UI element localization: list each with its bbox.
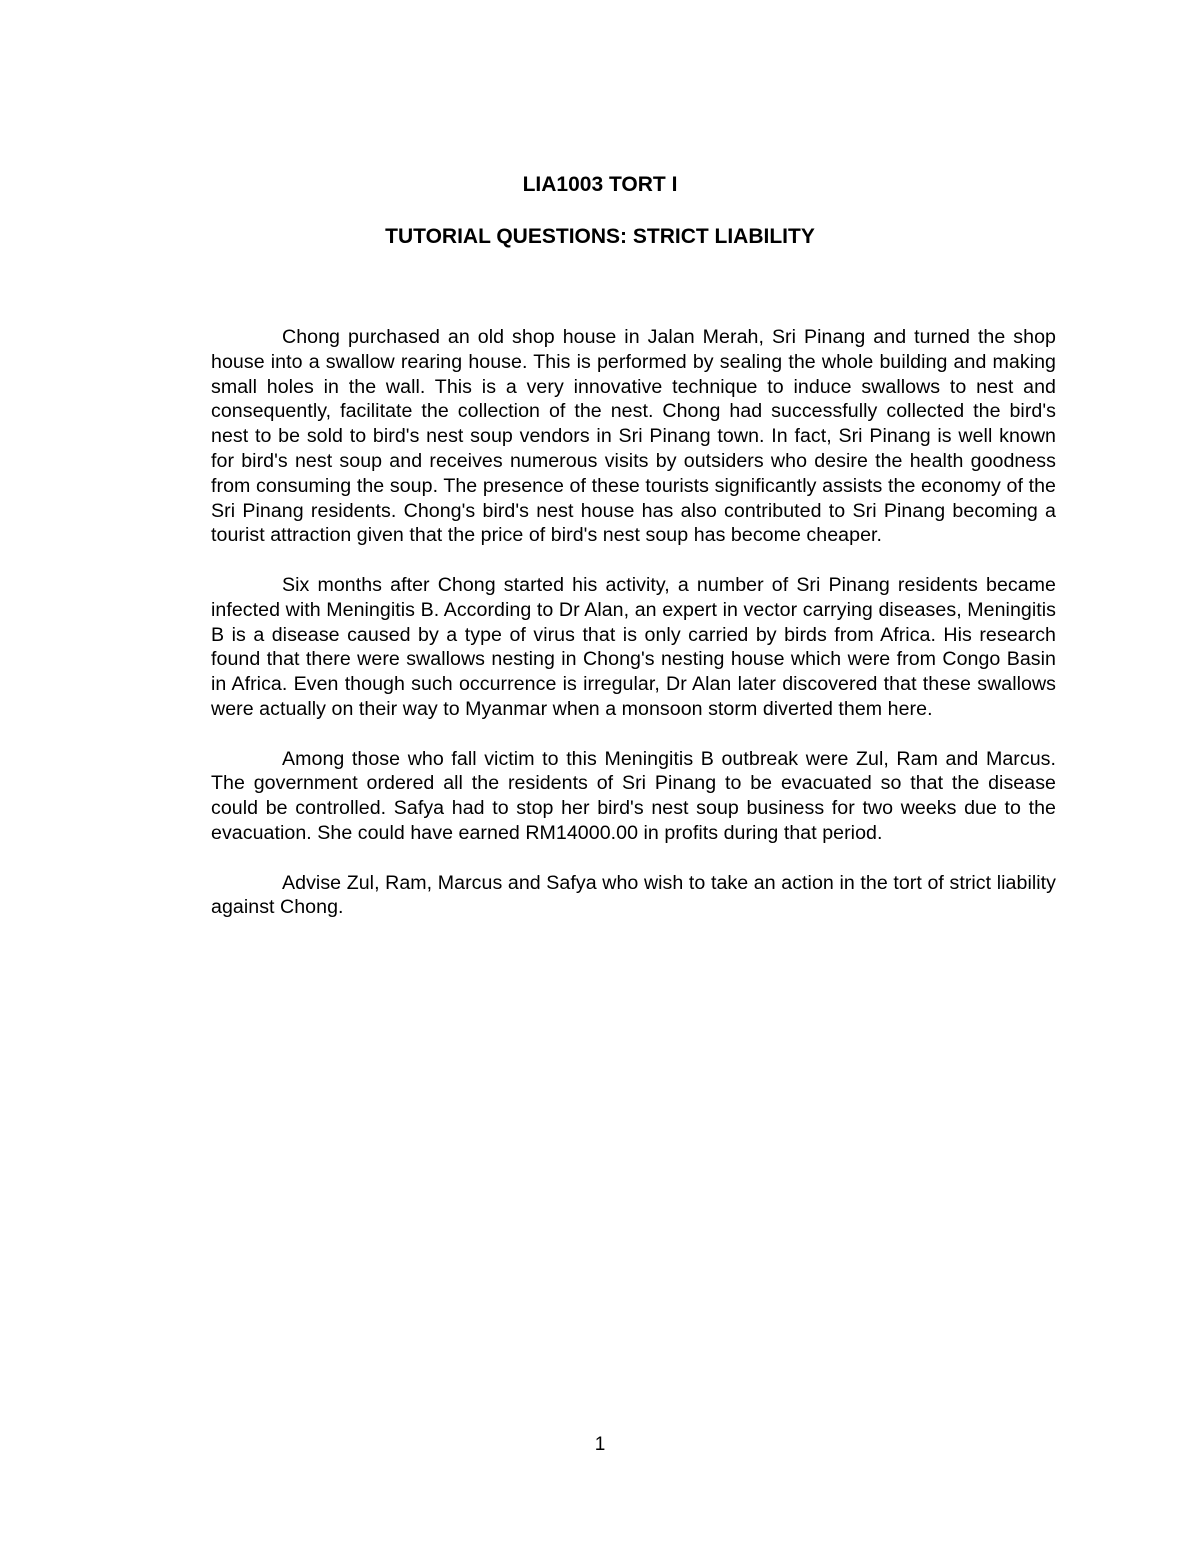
paragraph-3: Among those who fall victim to this Meningitis B outbreak were Zul, Ram and Marcus. The government ordered all the residents of Sri Pinang to be evacuated so that the disease could be controlled. Safya had to stop her bird's nest soup business for two weeks due to the evacuation. She could have earned RM14000.00 in profits during that period.: [211, 747, 1056, 844]
paragraph-4: Advise Zul, Ram, Marcus and Safya who wish to take an action in the tort of strict liability against Chong.: [211, 871, 1056, 919]
document-subtitle: TUTORIAL QUESTIONS: STRICT LIABILITY: [385, 225, 815, 248]
page-number: 1: [594, 1434, 606, 1455]
course-title: LIA1003 TORT I: [522, 173, 678, 196]
question-body: [211, 325, 1056, 945]
paragraph-1: Chong purchased an old shop house in Jalan Merah, Sri Pinang and turned the shop house into a swallow rearing house. This is performed by sealing the whole building and making small holes in the wall. This is a very innovative technique to induce swallows to nest and consequently, facilitate the collection of the nest. Chong had successfully collected the bird's nest to be sold to bird's nest soup vendors in Sri Pinang town. In fact, Sri Pinang is well known for bird's nest soup and receives numerous visits by outsiders who desire the health goodness from consuming the soup. The presence of these tourists significantly assists the economy of the Sri Pinang residents. Chong's bird's nest house has also contributed to Sri Pinang becoming a tourist attraction given that the price of bird's nest soup has become cheaper.: [211, 326, 1056, 547]
paragraph-2: Six months after Chong started his activity, a number of Sri Pinang residents became infected with Meningitis B. According to Dr Alan, an expert in vector carrying diseases, Meningitis B is a disease caused by a type of virus that is only carried by birds from Africa. His research found that there were swallows nesting in Chong's nesting house which were from Congo Basin in Africa. Even though such occurrence is irregular, Dr Alan later discovered that these swallows were actually on their way to Myanmar when a monsoon storm diverted them here.: [211, 573, 1056, 720]
